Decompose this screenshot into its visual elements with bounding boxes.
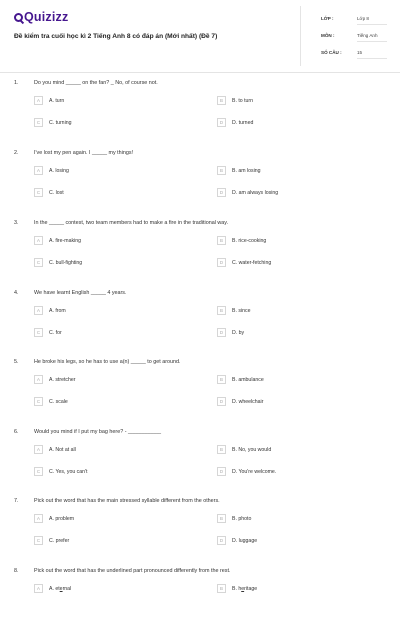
- question-text: He broke his legs, so he has to use a(n) _____ to get around.: [34, 359, 181, 365]
- meta-key: LỚP :: [321, 16, 334, 21]
- logo-text: Quizizz: [24, 10, 69, 24]
- option-letter-box: D: [217, 188, 226, 197]
- option-d[interactable]: [217, 187, 278, 198]
- option-text: A. problem: [49, 515, 75, 522]
- option-a[interactable]: [34, 305, 66, 316]
- option-letter-box: C: [34, 118, 43, 127]
- option-a[interactable]: [34, 444, 76, 455]
- option-text: B. ambulance: [232, 376, 264, 383]
- option-text: C. water-fetching: [232, 259, 272, 266]
- question-number: 3.: [14, 220, 19, 226]
- option-text: D. wheelchair: [232, 398, 264, 405]
- option-text: B. am losing: [232, 167, 261, 174]
- option-letter-box: A: [34, 584, 43, 593]
- option-letter-box: A: [34, 306, 43, 315]
- meta-box: [300, 6, 389, 66]
- question-7: [0, 498, 400, 568]
- option-text: B. heritage: [232, 585, 258, 592]
- option-a[interactable]: [34, 95, 64, 106]
- question-number: 1.: [14, 80, 19, 86]
- option-letter-box: B: [217, 514, 226, 523]
- option-letter-box: B: [217, 96, 226, 105]
- question-text: We have learnt English _____ 4 years.: [34, 290, 127, 296]
- option-letter-box: D: [217, 118, 226, 127]
- option-a[interactable]: [34, 235, 81, 246]
- option-letter-box: A: [34, 375, 43, 384]
- option-letter-box: D: [217, 328, 226, 337]
- option-letter-box: B: [217, 375, 226, 384]
- option-letter-box: D: [217, 397, 226, 406]
- option-letter-box: B: [217, 584, 226, 593]
- worksheet-header: [0, 0, 400, 73]
- option-letter-box: A: [34, 96, 43, 105]
- question-8: [0, 568, 400, 638]
- option-a[interactable]: [34, 165, 69, 176]
- option-letter-box: D: [217, 467, 226, 476]
- meta-value: 15: [357, 50, 363, 55]
- question-text: Would you mind if I put my bag here? - ___________: [34, 429, 161, 435]
- meta-underline: [357, 58, 387, 59]
- option-text: B. photo: [232, 515, 252, 522]
- option-b[interactable]: [217, 95, 253, 106]
- option-letter-box: A: [34, 514, 43, 523]
- option-letter-box: C: [34, 258, 43, 267]
- meta-key: MÔN :: [321, 33, 335, 38]
- option-b[interactable]: [217, 235, 266, 246]
- question-text: Pick out the word that has the underlined part pronounced differently from the rest.: [34, 568, 231, 574]
- option-c[interactable]: [34, 396, 68, 407]
- option-text: D. by: [232, 329, 245, 336]
- option-b[interactable]: [217, 583, 257, 594]
- option-b[interactable]: [217, 305, 250, 316]
- question-number: 8.: [14, 568, 19, 574]
- option-text: A. fire-making: [49, 237, 81, 244]
- option-letter-box: B: [217, 166, 226, 175]
- option-letter-box: A: [34, 445, 43, 454]
- question-3: [0, 220, 400, 290]
- option-text: B. No, you would: [232, 446, 272, 453]
- option-letter-box: C: [34, 536, 43, 545]
- question-text: Do you mind _____ on the fan? _ No, of course not.: [34, 80, 158, 86]
- option-d[interactable]: [217, 535, 257, 546]
- option-text: A. Not at all: [49, 446, 76, 453]
- meta-underline: [357, 24, 387, 25]
- option-text: C. prefer: [49, 537, 70, 544]
- option-letter-box: C: [34, 188, 43, 197]
- question-6: [0, 429, 400, 499]
- option-text: A. losing: [49, 167, 69, 174]
- option-text: C. Yes, you can't: [49, 468, 88, 475]
- option-b[interactable]: [217, 165, 261, 176]
- option-c[interactable]: [34, 327, 62, 338]
- option-c[interactable]: [34, 466, 87, 477]
- option-letter-box: B: [217, 236, 226, 245]
- option-letter-box: D: [217, 536, 226, 545]
- question-2: [0, 150, 400, 220]
- option-a[interactable]: [34, 583, 71, 594]
- option-letter-box: C: [34, 397, 43, 406]
- question-text: In the _____ contest, two team members had to make a fire in the traditional way.: [34, 220, 229, 226]
- option-c[interactable]: [34, 117, 72, 128]
- option-d[interactable]: [217, 257, 271, 268]
- question-text: Pick out the word that has the main stressed syllable different from the others.: [34, 498, 220, 504]
- meta-value: Tiếng Anh: [357, 33, 378, 38]
- quizizz-logo: [14, 10, 68, 24]
- option-d[interactable]: [217, 396, 263, 407]
- option-letter-box: B: [217, 445, 226, 454]
- page-title: Đề kiểm tra cuối học kì 2 Tiếng Anh 8 có đáp án (Mới nhất) (Đề 7): [14, 33, 218, 40]
- option-letter-box: A: [34, 166, 43, 175]
- option-text: A. eternal: [49, 585, 72, 592]
- option-d[interactable]: [217, 466, 276, 477]
- option-d[interactable]: [217, 327, 244, 338]
- option-letter-box: B: [217, 306, 226, 315]
- option-text: A. turn: [49, 97, 65, 104]
- underlined-letter: e: [59, 585, 63, 592]
- option-a[interactable]: [34, 374, 76, 385]
- underlined-letter: e: [241, 585, 245, 592]
- meta-value: Lớp 8: [357, 16, 369, 21]
- question-number: 2.: [14, 150, 19, 156]
- option-b[interactable]: [217, 374, 264, 385]
- option-c[interactable]: [34, 187, 64, 198]
- option-text: D. am always losing: [232, 189, 279, 196]
- question-number: 7.: [14, 498, 19, 504]
- meta-key: SỐ CÂU :: [321, 50, 342, 55]
- question-4: [0, 290, 400, 360]
- option-a[interactable]: [34, 513, 74, 524]
- option-text: C. for: [49, 329, 62, 336]
- option-text: B. since: [232, 307, 251, 314]
- option-text: C. scale: [49, 398, 68, 405]
- option-text: B. rice-cooking: [232, 237, 267, 244]
- option-letter-box: C: [34, 467, 43, 476]
- question-1: [0, 80, 400, 150]
- option-text: D. luggage: [232, 537, 258, 544]
- option-b[interactable]: [217, 444, 271, 455]
- option-text: D. turned: [232, 119, 254, 126]
- option-letter-box: D: [217, 258, 226, 267]
- option-text: A. stretcher: [49, 376, 76, 383]
- question-number: 4.: [14, 290, 19, 296]
- option-c[interactable]: [34, 535, 69, 546]
- option-b[interactable]: [217, 513, 251, 524]
- meta-underline: [357, 41, 387, 42]
- option-text: D. You're welcome.: [232, 468, 277, 475]
- logo-q-icon: [14, 13, 23, 22]
- option-letter-box: C: [34, 328, 43, 337]
- option-text: B. to turn: [232, 97, 254, 104]
- option-d[interactable]: [217, 117, 253, 128]
- option-letter-box: A: [34, 236, 43, 245]
- question-5: [0, 359, 400, 429]
- option-text: A. from: [49, 307, 66, 314]
- question-text: I've lost my pen again. I _____ my things!: [34, 150, 134, 156]
- option-text: C. turning: [49, 119, 72, 126]
- question-number: 6.: [14, 429, 19, 435]
- option-text: C. lost: [49, 189, 64, 196]
- option-text: C. bull-fighting: [49, 259, 83, 266]
- option-c[interactable]: [34, 257, 82, 268]
- question-number: 5.: [14, 359, 19, 365]
